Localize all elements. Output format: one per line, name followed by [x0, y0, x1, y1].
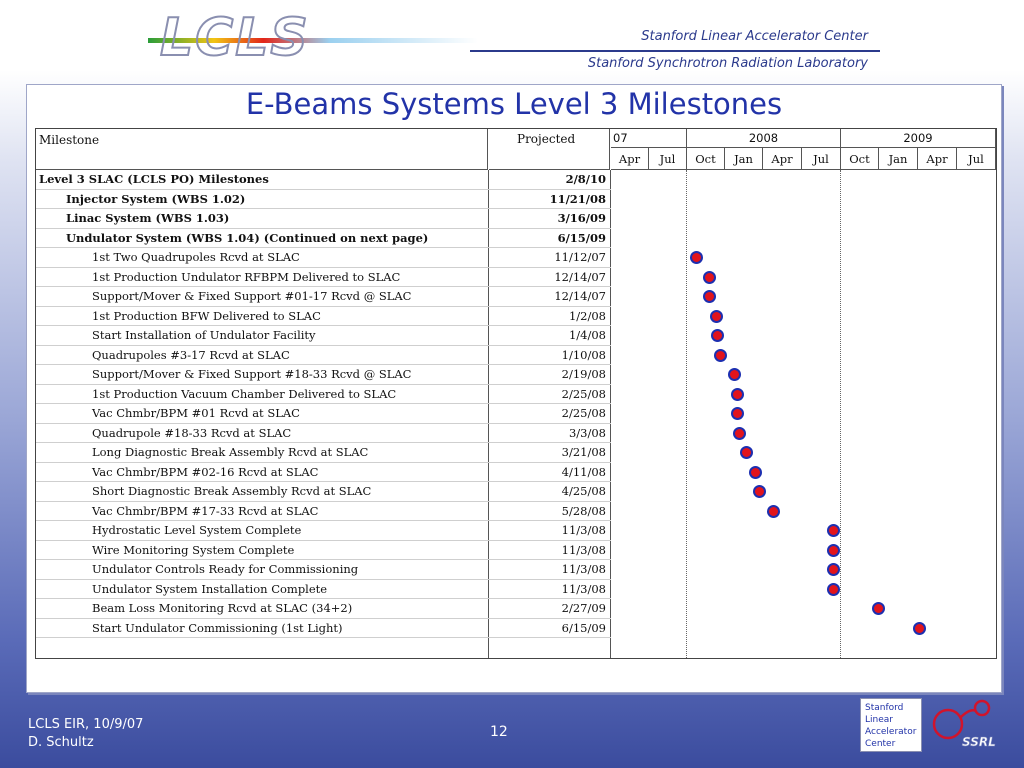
table-row — [36, 560, 611, 580]
milestone-marker — [703, 290, 716, 303]
milestone-marker — [740, 446, 753, 459]
year-divider-2009 — [840, 170, 841, 658]
ssrl-logo-ring-icon — [975, 701, 989, 715]
milestone-name: Undulator Controls Ready for Commissioning — [92, 562, 359, 576]
table-row — [36, 326, 611, 346]
projected-date: 11/12/07 — [554, 250, 606, 264]
milestone-marker — [753, 485, 766, 498]
milestone-name: 1st Production BFW Delivered to SLAC — [92, 308, 321, 323]
milestone-name: Vac Chmbr/BPM #02-16 Rcvd at SLAC — [92, 464, 319, 479]
projected-date: 2/25/08 — [561, 386, 606, 401]
milestone-marker — [731, 388, 744, 401]
table-row — [36, 482, 611, 502]
milestone-name: Hydrostatic Level System Complete — [92, 523, 302, 537]
slac-logo-line: Accelerator — [865, 727, 917, 737]
milestone-name: Start Undulator Commissioning (1st Light) — [92, 620, 343, 635]
table-row — [36, 346, 611, 366]
milestone-marker — [731, 407, 744, 420]
table-row — [36, 229, 611, 249]
milestone-marker — [872, 602, 885, 615]
projected-date: 1/4/08 — [568, 328, 606, 342]
slac-logo-line: Center — [865, 739, 896, 749]
projected-date: 1/2/08 — [568, 308, 606, 323]
quarter-header: Jul — [957, 148, 996, 170]
milestone-marker — [733, 427, 746, 440]
milestone-name: Injector System (WBS 1.02) — [66, 191, 246, 206]
projected-date: 11/3/08 — [561, 523, 606, 537]
table-row — [36, 385, 611, 405]
milestone-name: Linac System (WBS 1.03) — [66, 211, 230, 225]
projected-date: 2/19/08 — [561, 367, 606, 381]
quarter-header: Jul — [802, 148, 841, 170]
projected-date: 4/25/08 — [561, 484, 606, 498]
quarter-header: Apr — [611, 148, 649, 170]
ssrl-logo-ring-icon — [934, 710, 962, 738]
milestone-name: 1st Two Quadrupoles Rcvd at SLAC — [92, 250, 300, 264]
milestone-name: Level 3 SLAC (LCLS PO) Milestones — [39, 172, 269, 186]
milestone-name: 1st Production Undulator RFBPM Delivered to SLAC — [92, 269, 401, 284]
org-name-slac: Stanford Linear Accelerator Center — [641, 29, 868, 44]
projected-date: 1/10/08 — [561, 347, 606, 362]
header-rule — [470, 50, 880, 52]
quarter-header: Jul — [649, 148, 687, 170]
table-row — [36, 404, 611, 424]
quarter-header: Jan — [725, 148, 763, 170]
ssrl-logo — [926, 698, 998, 752]
milestone-name: Undulator System Installation Complete — [92, 581, 328, 596]
footer-event-date: LCLS EIR, 10/9/07 — [28, 717, 144, 732]
milestone-marker — [827, 583, 840, 596]
milestone-marker — [827, 544, 840, 557]
column-header-projected: Projected — [489, 129, 610, 170]
projected-date: 2/25/08 — [561, 406, 606, 420]
table-row — [36, 190, 611, 210]
slide-title: E-Beams Systems Level 3 Milestones — [245, 87, 783, 121]
projected-date: 5/28/08 — [561, 503, 606, 518]
milestone-name: Support/Mover & Fixed Support #18-33 Rcvd @ SLAC — [92, 367, 412, 381]
quarter-header: Apr — [918, 148, 957, 170]
year-divider-2008 — [686, 170, 687, 658]
milestone-name: Long Diagnostic Break Assembly Rcvd at SLAC — [92, 445, 369, 459]
table-row — [36, 619, 611, 639]
table-row — [36, 599, 611, 619]
table-row — [36, 365, 611, 385]
projected-date: 6/15/09 — [557, 230, 606, 245]
milestone-name: 1st Production Vacuum Chamber Delivered to SLAC — [92, 386, 397, 401]
milestone-marker — [714, 349, 727, 362]
projected-date: 6/15/09 — [561, 620, 606, 635]
milestone-name: Vac Chmbr/BPM #01 Rcvd at SLAC — [92, 406, 300, 420]
milestone-name: Beam Loss Monitoring Rcvd at SLAC (34+2) — [92, 601, 353, 615]
table-row — [36, 424, 611, 444]
projected-date: 4/11/08 — [561, 464, 606, 479]
projected-date: 3/21/08 — [561, 445, 606, 459]
milestone-name: Start Installation of Undulator Facility — [92, 328, 316, 342]
table-row — [36, 502, 611, 522]
milestone-name: Short Diagnostic Break Assembly Rcvd at SLAC — [92, 484, 372, 498]
quarter-header: Oct — [687, 148, 725, 170]
org-name-ssrl: Stanford Synchrotron Radiation Laboratory — [587, 56, 868, 71]
milestone-marker — [749, 466, 762, 479]
lcls-logo: LCLS — [160, 8, 310, 68]
slac-logo-line: Linear — [865, 715, 893, 725]
projected-date: 2/27/09 — [561, 601, 606, 615]
table-row — [36, 268, 611, 288]
milestone-marker — [711, 329, 724, 342]
milestone-name: Vac Chmbr/BPM #17-33 Rcvd at SLAC — [92, 503, 319, 518]
milestone-marker — [728, 368, 741, 381]
projected-date: 11/3/08 — [561, 581, 606, 596]
milestone-name: Support/Mover & Fixed Support #01-17 Rcvd @ SLAC — [92, 289, 412, 303]
footer-author: D. Schultz — [28, 735, 94, 750]
table-row — [36, 443, 611, 463]
projected-date: 3/16/09 — [557, 211, 606, 225]
page-number: 12 — [490, 724, 508, 740]
table-row — [36, 209, 611, 229]
milestone-name: Wire Monitoring System Complete — [92, 542, 295, 557]
quarter-header: Jan — [879, 148, 918, 170]
ssrl-logo-text: SSRL — [962, 735, 996, 749]
year-header-2009: 2009 — [841, 129, 996, 148]
milestone-marker — [710, 310, 723, 323]
ssrl-logo-arc-icon — [960, 710, 976, 718]
milestone-marker — [703, 271, 716, 284]
table-row — [36, 463, 611, 483]
milestone-marker — [913, 622, 926, 635]
milestone-name: Quadrupole #18-33 Rcvd at SLAC — [92, 425, 292, 440]
projected-date: 11/3/08 — [561, 542, 606, 557]
table-row — [36, 287, 611, 307]
table-row — [36, 580, 611, 600]
table-row — [36, 521, 611, 541]
table-row — [36, 170, 611, 190]
projected-date: 11/3/08 — [561, 562, 606, 576]
projected-date: 2/8/10 — [565, 172, 606, 186]
milestone-name: Undulator System (WBS 1.04) (Continued on next page) — [66, 230, 429, 245]
table-row — [36, 541, 611, 561]
milestone-name: Quadrupoles #3-17 Rcvd at SLAC — [92, 347, 290, 362]
projected-date: 12/14/07 — [554, 289, 606, 303]
milestone-gantt-table — [35, 128, 997, 659]
projected-date: 11/21/08 — [549, 191, 606, 206]
table-row — [36, 248, 611, 268]
year-header-2007: 07 — [611, 129, 687, 148]
slac-logo-line: Stanford — [865, 703, 904, 713]
year-header-2008: 2008 — [687, 129, 841, 148]
projected-date: 12/14/07 — [554, 269, 606, 284]
milestone-marker — [690, 251, 703, 264]
quarter-header: Oct — [841, 148, 879, 170]
milestone-marker — [767, 505, 780, 518]
table-row — [36, 307, 611, 327]
footer-credit — [28, 716, 143, 752]
projected-date: 3/3/08 — [568, 425, 606, 440]
slide-content-panel — [26, 84, 1002, 693]
column-header-milestone: Milestone — [36, 129, 488, 170]
milestone-marker — [827, 563, 840, 576]
slac-logo — [860, 698, 922, 752]
quarter-header: Apr — [763, 148, 802, 170]
milestone-marker — [827, 524, 840, 537]
